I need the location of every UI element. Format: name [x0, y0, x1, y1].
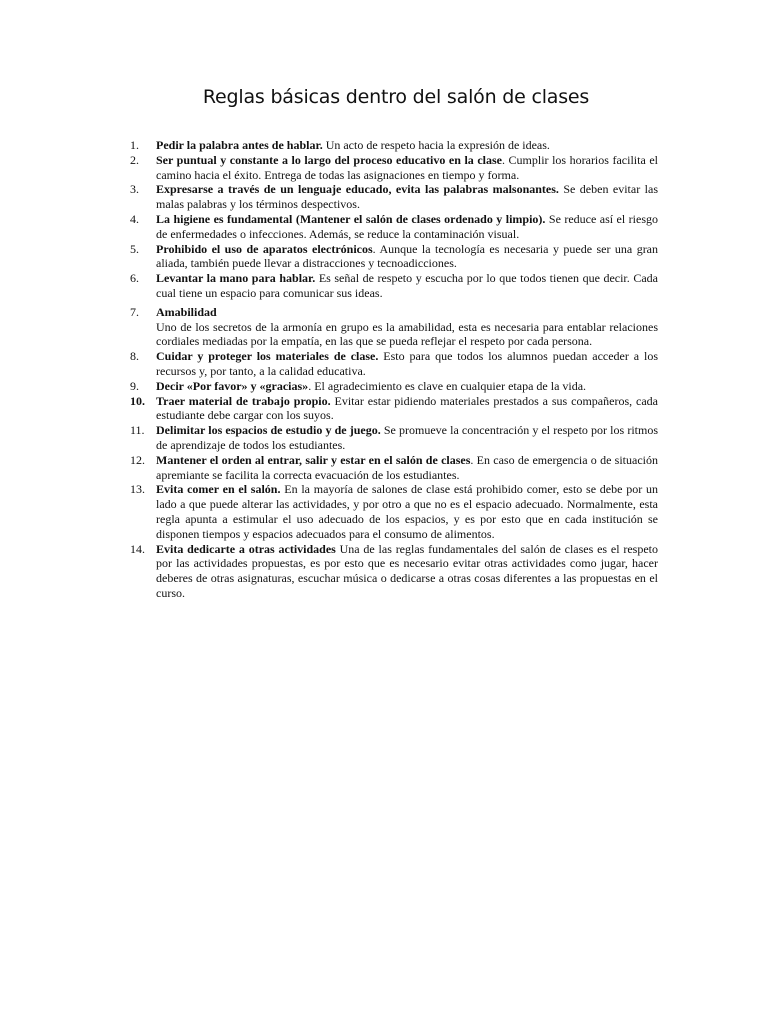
rule-text: Una de las reglas fundamentales del salón de clases es el respeto por las actividades propuestas, es por esto que es necesario evitar otras actividades como jugar, hacer deberes de otras asignaturas, escuchar música o dedicarse a otras cosas diferentes a las propuestas en el curso. — [156, 541, 658, 600]
rule-lead: Prohibido el uso de aparatos electrónicos — [156, 241, 373, 256]
list-number: 6. — [130, 271, 139, 286]
list-item — [126, 138, 658, 153]
rule-text: Un acto de respeto hacia la expresión de ideas. — [322, 138, 550, 152]
rule-lead: Ser puntual y constante a lo largo del proceso educativo en la clase — [156, 152, 502, 167]
list-item — [126, 212, 658, 242]
rule-text: Es señal de respeto y escucha por lo que todos tienen que decir. Cada cual tiene un espacio para comunicar sus ideas. — [156, 271, 658, 300]
list-number: 13. — [130, 482, 145, 497]
rule-text: Se promueve la concentración y el respeto por los ritmos de aprendizaje de todos los estudiantes. — [156, 423, 658, 452]
rule-text: En la mayoría de salones de clase está prohibido comer, esto se debe por un lado a que puede alterar las actividades, y por otro a que no es el espacio adecuado. Normalmente, esta regla apunta a estimular el uso adecuado de los espacios, y es por esto que en cada institución se disponen tiempos y espacios adecuados para el consumo de alimentos. — [156, 482, 658, 541]
list-item — [126, 182, 658, 212]
list-number: 11. — [130, 423, 145, 438]
list-number: 14. — [130, 541, 145, 556]
rule-text: . Aunque la tecnología es necesaria y puede ser una gran aliada, también puede llevar a distracciones y tecnoadicciones. — [156, 241, 659, 271]
rule-lead: Mantener el orden al entrar, salir y estar en el salón de clases — [156, 452, 471, 467]
list-item — [126, 349, 658, 379]
rule-lead: Amabilidad — [156, 304, 217, 319]
list-number: 9. — [130, 378, 139, 393]
rules-list — [126, 138, 658, 601]
rule-lead: Cuidar y proteger los materiales de clase. — [156, 349, 379, 364]
page-title: Reglas básicas dentro del salón de clases — [202, 86, 590, 108]
list-item — [126, 394, 658, 424]
rule-lead: Levantar la mano para hablar. — [156, 271, 316, 286]
rule-text: Uno de los secretos de la armonía en grupo es la amabilidad, esta es necesaria para entablar relaciones cordiales mediadas por la empatía, en las que se pueda reflejar el respeto por cada persona. — [156, 319, 658, 349]
rule-lead: Expresarse a través de un lenguaje educado, evita las palabras malsonantes. — [156, 182, 559, 197]
list-number: 12. — [130, 452, 145, 467]
rule-lead: Evita dedicarte a otras actividades — [156, 541, 336, 556]
rule-text: . Cumplir los horarios facilita el camino hacia el éxito. Entrega de todas las asignaciones en tiempo y forma. — [156, 152, 658, 182]
rule-lead: Pedir la palabra antes de hablar. — [156, 138, 323, 152]
list-number: 7. — [130, 304, 139, 319]
list-item — [126, 242, 658, 272]
rule-text: Esto para que todos los alumnos puedan acceder a los recursos y, por tanto, a la calidad educativa. — [156, 349, 659, 378]
rule-text: . En caso de emergencia o de situación apremiante se facilita la correcta evacuación de los estudiantes. — [156, 452, 658, 482]
rule-lead: Decir «Por favor» y «gracias» — [156, 378, 309, 393]
list-item — [126, 542, 658, 601]
rule-text: Evitar estar pidiendo materiales prestados a sus compañeros, cada estudiante debe cargar con los suyos. — [156, 393, 658, 423]
list-number: 4. — [130, 211, 139, 226]
list-item — [126, 423, 658, 453]
list-item — [126, 271, 658, 301]
list-number: 10. — [130, 393, 145, 408]
rule-text: Se deben evitar las malas palabras y los términos despectivos. — [156, 182, 658, 212]
rule-lead: Evita comer en el salón. — [156, 482, 281, 497]
list-item — [126, 453, 658, 483]
list-number: 3. — [130, 182, 139, 197]
rule-lead: La higiene es fundamental (Mantener el salón de clases ordenado y limpio). — [156, 211, 546, 226]
list-item — [126, 305, 658, 349]
list-item — [126, 153, 658, 183]
list-number: 8. — [130, 349, 139, 364]
rule-lead: Delimitar los espacios de estudio y de juego. — [156, 423, 381, 438]
list-item — [126, 379, 658, 394]
list-number: 1. — [130, 138, 139, 152]
rule-lead: Traer material de trabajo propio. — [156, 393, 331, 408]
rule-text: . El agradecimiento es clave en cualquier etapa de la vida. — [308, 378, 587, 393]
list-number: 2. — [130, 152, 139, 167]
list-number: 5. — [130, 241, 139, 256]
rule-text: Se reduce así el riesgo de enfermedades o infecciones. Además, se reduce la contaminación visual. — [156, 211, 658, 241]
list-item — [126, 482, 658, 541]
